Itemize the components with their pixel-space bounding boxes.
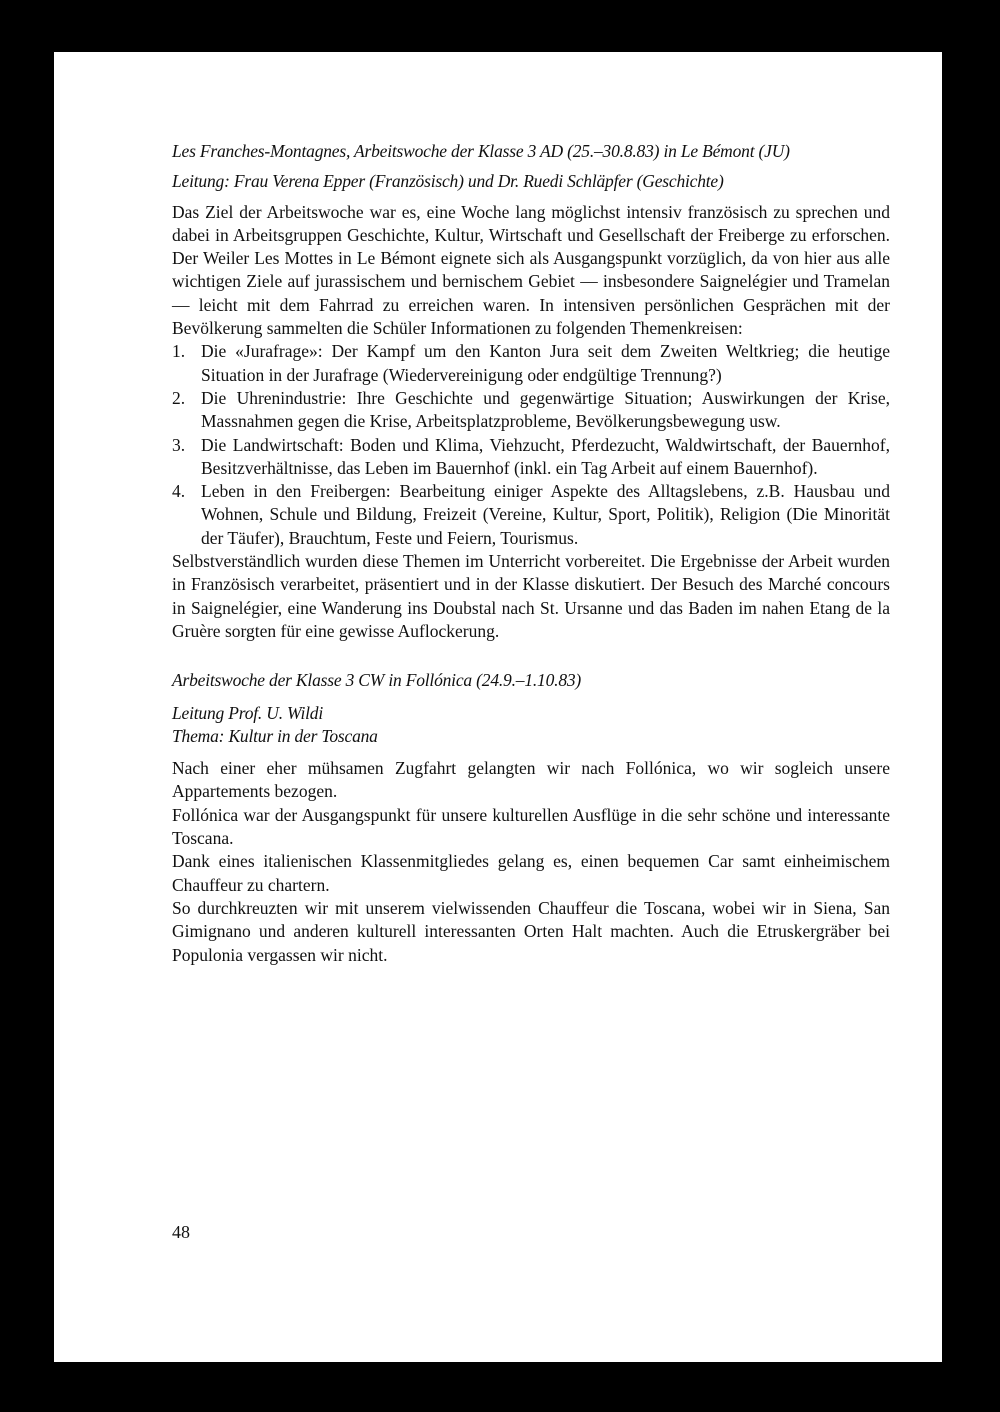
- section1-intro: Das Ziel der Arbeitswoche war es, eine Woche lang möglichst intensiv französisch zu sprechen und dabei in Arbeitsgruppen Geschichte, Kultur, Wirtschaft und Gesellschaft der Freiberge zu erforschen. Der Weiler Les Mottes in Le Bémont eignete sich als Ausgangspunkt vorzüglich, da von hier aus alle wichtigen Ziele auf jurassischem und bernischem Gebiet — insbesondere Saignelégier und Tramelan — leicht mit dem Fahrrad zu erreichen waren. In intensiven persönlichen Gesprächen mit der Bevölkerung sammelten die Schüler Informationen zu folgenden Themenkreisen:: [172, 201, 890, 339]
- topic-list: [172, 340, 890, 550]
- page-content: [172, 140, 890, 967]
- section2-leitung: Leitung Prof. U. Wildi: [172, 702, 323, 723]
- page-number: 48: [172, 1222, 190, 1242]
- list-item-text: Leben in den Freibergen: Bearbeitung einiger Aspekte des Alltagslebens, z.B. Hausbau und Wohnen, Schule und Bildung, Freizeit (Vereine, Kultur, Sport, Politik), Religion (Die Minorität der Täufer), Brauchtum, Feste und Feiern, Tourismus.: [201, 481, 890, 548]
- list-item: [172, 434, 890, 481]
- section1-conclusion: Selbstverständlich wurden diese Themen im Unterricht vorbereitet. Die Ergebnisse der Arbeit wurden in Französisch verarbeitet, präsentiert und in der Klasse diskutiert. Der Besuch des Marché concours in Saignelégier, eine Wanderung ins Doubstal nach St. Ursanne und das Baden im nahen Etang de la Gruère sorgten für eine gewisse Auflockerung.: [172, 551, 890, 641]
- section2-paragraph: So durchkreuzten wir mit unserem vielwissenden Chauffeur die Toscana, wobei wir in Siena, San Gimignano und anderen kulturell interessanten Orten Halt machten. Auch die Etruskergräber bei Populonia vergassen wir nicht.: [172, 897, 890, 965]
- list-item-number: 1.: [172, 341, 186, 362]
- section2-paragraph: Follónica war der Ausgangspunkt für unsere kulturellen Ausflüge in die sehr schöne und interessante Toscana.: [172, 804, 890, 849]
- list-item-text: Die Uhrenindustrie: Ihre Geschichte und gegenwärtige Situation; Auswirkungen der Krise, Massnahmen gegen die Krise, Arbeitsplatzprobleme, Bevölkerungsbewegung usw.: [201, 387, 890, 432]
- list-item: [172, 480, 890, 550]
- section2-thema: Thema: Kultur in der Toscana: [172, 725, 378, 746]
- section2-paragraph: Nach einer eher mühsamen Zugfahrt gelangten wir nach Follónica, wo wir sogleich unsere Appartements bezogen.: [172, 758, 890, 802]
- list-item-text: Die Landwirtschaft: Boden und Klima, Viehzucht, Pferdezucht, Waldwirtschaft, der Bauernhof, Besitzverhältnisse, das Leben im Bauernhof (inkl. ein Tag Arbeit auf einem Bauernhof).: [201, 434, 890, 478]
- list-item-number: 4.: [172, 481, 186, 502]
- list-item-number: 3.: [172, 434, 186, 455]
- list-item: [172, 387, 890, 434]
- section1-leitung: Leitung: Frau Verena Epper (Französisch) und Dr. Ruedi Schläpfer (Geschichte): [172, 171, 724, 192]
- list-item-number: 2.: [172, 387, 186, 408]
- list-item: [172, 340, 890, 387]
- section1-title: Les Franches-Montagnes, Arbeitswoche der Klasse 3 AD (25.–30.8.83) in Le Bémont (JU): [172, 141, 790, 161]
- document-page: [54, 52, 942, 1362]
- section2-title: Arbeitswoche der Klasse 3 CW in Follónica (24.9.–1.10.83): [172, 670, 582, 691]
- section2-paragraph: Dank eines italienischen Klassenmitgliedes gelang es, einen bequemen Car samt einheimischem Chauffeur zu chartern.: [172, 851, 890, 895]
- list-item-text: Die «Jurafrage»: Der Kampf um den Kanton Jura seit dem Zweiten Weltkrieg; die heutige Situation in der Jurafrage (Wiedervereinigung oder endgültige Trennung?): [201, 341, 890, 385]
